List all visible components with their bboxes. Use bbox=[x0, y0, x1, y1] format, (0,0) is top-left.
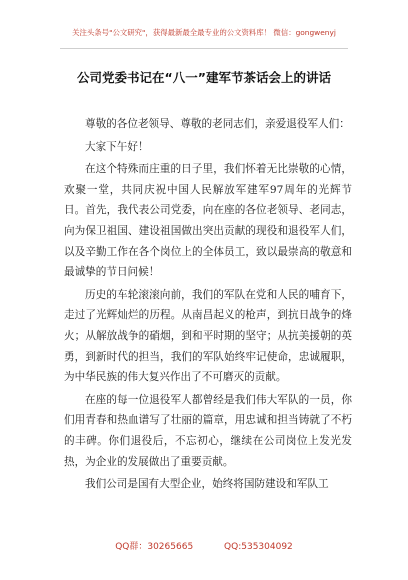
paragraph-history: 历史的车轮滚滚向前，我们的军队在党和人民的哺育下，走过了光辉灿烂的历程。从南昌起义的枪声，到抗日战争的烽火；从解放战争的硝烟，到和平时期的坚守；从抗美援朝的英勇，到新时代的担当，我们的军队始终牢记使命，忠诚履职，为中华民族的伟大复兴作出了不可磨灭的贡献。 bbox=[64, 288, 352, 384]
document-title: 公司党委书记在“八一”建军节茶话会上的讲话 bbox=[77, 70, 331, 85]
document-body bbox=[64, 114, 352, 497]
paragraph-greeting: 大家下午好！ bbox=[85, 140, 149, 153]
header-note: 关注头条号"公文研究"，获得最新最全最专业的公文资料库！ 微信：gongwenyj bbox=[72, 28, 336, 37]
paragraph-opening: 在这个特殊而庄重的日子里，我们怀着无比崇敬的心情，欢聚一堂，共同庆祝中国人民解放军建军97周年的光辉节日。首先，我代表公司党委，向在座的各位老领导、老同志，向为保卫祖国、建设祖国做出突出贡献的现役和退役军人们，以及辛勤工作在各个岗位上的全体员工，致以最崇高的敬意和最诚挚的节日问候！ bbox=[64, 163, 352, 279]
footer-qq-number: QQ:535304092 bbox=[224, 542, 293, 552]
footer-qq-group: QQ群：30265665 bbox=[115, 542, 194, 552]
footer-contacts bbox=[0, 539, 408, 552]
header-divider bbox=[60, 48, 348, 49]
paragraph-company: 我们公司是国有大型企业，始终将国防建设和军队工 bbox=[85, 478, 329, 491]
paragraph-salutation: 尊敬的各位老领导、尊敬的老同志们，亲爱退役军人们： bbox=[85, 118, 350, 130]
paragraph-veterans: 在座的每一位退役军人都曾经是我们伟大军队的一员，你们用青春和热血谱写了壮丽的篇章，用忠诚和担当铸就了不朽的丰碑。你们退役后，不忘初心，继续在公司岗位上发光发热，为企业的发展做出了重要贡献。 bbox=[64, 393, 352, 468]
